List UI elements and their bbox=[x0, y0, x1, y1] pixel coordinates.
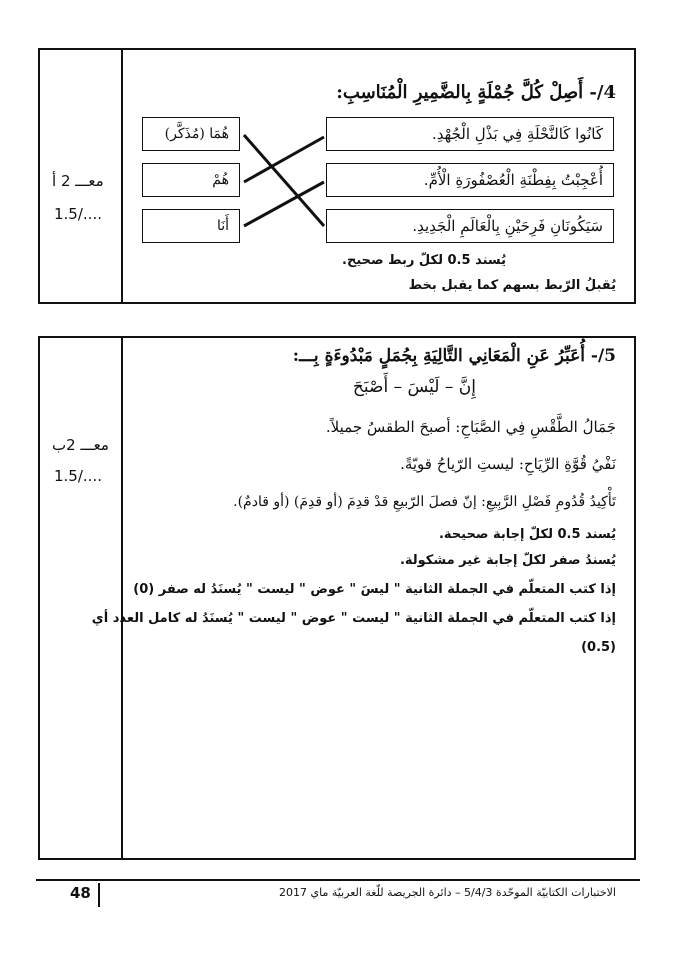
exercise-5-divider bbox=[121, 336, 123, 860]
sentence-1: كَانُوا كَالنَّحْلَةِ فِي بَذْلِ الْجُهْدِ. bbox=[432, 125, 603, 143]
exercise-5-box bbox=[38, 336, 636, 860]
exercise-4-note-1: يُسند 0.5 لكلّ ربط صحيح. bbox=[342, 253, 506, 268]
exercise-5-instruction: 5/- أُعَبِّرُ عَنِ الْمَعَانِي التَّالِيَةِ بِجُمَلٍ مَبْدُوءَةٍ بِـــ: bbox=[292, 346, 616, 366]
page-number: 48 bbox=[70, 884, 91, 902]
pronoun-2: هُمْ bbox=[212, 172, 229, 188]
exercise-4-criterion: معـــ 2 أ bbox=[52, 172, 104, 190]
footer-rule bbox=[36, 879, 640, 881]
footer-separator bbox=[98, 883, 100, 907]
exercise-5-words: إِنَّ – لَيْسَ – أَصْبَحَ bbox=[352, 377, 476, 397]
exercise-5-score: 1.5/.... bbox=[54, 467, 102, 485]
match-line-3 bbox=[244, 182, 324, 226]
sentence-3: سَيَكُونَانِ فَرِحَيْنِ بِالْعَالَمِ الْجَدِيدِ. bbox=[412, 217, 603, 235]
exercise-5-note-2: يُسندُ صفر لكلّ إجابة غير مشكولة. bbox=[399, 553, 616, 568]
footer-text: الاختبارات الكتابيّة الموحّدة 5/4/3 – دائرة الجريصة للّغة العربيّة ماي 2017 bbox=[279, 886, 616, 899]
exercise-5-note-4: إذا كتب المتعلّم في الجملة الثانية " ليست " عوض " ليست " يُسنَدُ له كامل العدد أي bbox=[91, 611, 616, 626]
exercise-4-note-2: يُقبلُ الرّبط بسهم كما يقبل بخط bbox=[408, 278, 616, 293]
exercise-5-criterion: معـــ 2ب bbox=[52, 436, 109, 454]
exercise-5-line-1: جَمَالُ الطَّقْسِ فِي الصَّبَاحِ: أصبحَ الطقسُ جميلاً. bbox=[325, 418, 616, 436]
pronoun-3: أَنَا bbox=[216, 218, 229, 234]
match-line-2 bbox=[244, 137, 324, 182]
exercise-5-note-1: يُسند 0.5 لكلّ إجابة صحيحة. bbox=[438, 527, 616, 542]
exercise-5-line-2: نَفْيُ قُوَّةِ الرِّيَاحِ: ليستِ الرّياحُ قويّةً. bbox=[400, 455, 616, 473]
exercise-4-score: 1.5/.... bbox=[54, 205, 102, 223]
pronoun-1: هُمَا (مُذَكَّر) bbox=[164, 126, 229, 142]
match-line-1 bbox=[244, 135, 324, 226]
exercise-4-instruction: 4/- أَصِلْ كُلَّ جُمْلَةٍ بِالضَّمِيرِ الْمُنَاسِبِ: bbox=[336, 82, 616, 103]
exercise-5-note-3: إذا كتب المتعلّم في الجملة الثانية " ليسَ " عوض " ليست " يُسنَدُ له صفر (0) bbox=[133, 582, 616, 597]
exercise-5-line-3: تَأْكِيدُ قُدُومِ فَصْلِ الرَّبِيعِ: إنّ فصلَ الرّبيعِ قدْ قدِمَ (أو قدِمَ) (أو قادمٌ). bbox=[233, 494, 616, 510]
sentence-2: أُعْجِبْتُ بِفِطْنَةِ الْعُصْفُورَةِ الْأُمِّ. bbox=[423, 171, 603, 189]
exercise-5-note-5: (0.5) bbox=[581, 640, 616, 655]
